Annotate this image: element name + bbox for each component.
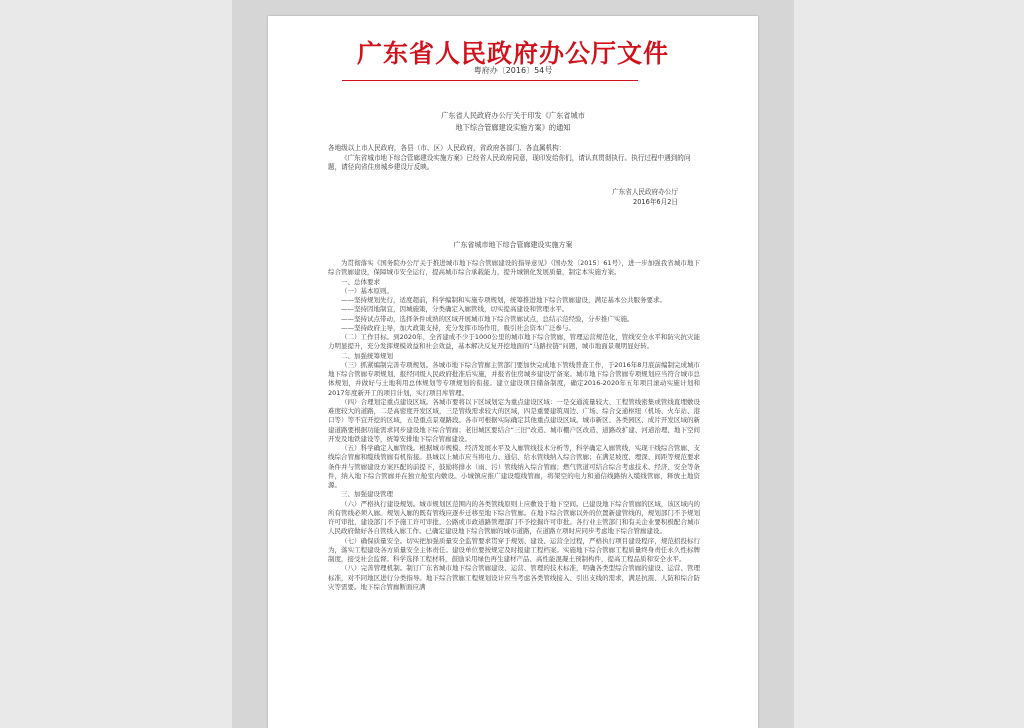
- issue-date: 2016年6月2日: [633, 197, 678, 206]
- paragraph: （二）工作目标。到2020年，全省建成不少于1000公里的城市地下综合管廊，管理运营规范化，管线安全水平和防灾抗灾能力明显提升，充分发挥规模效益和社会效益，基本解决反复开挖地面的“马路拉链”问题，城市地面景观明显好转。: [328, 333, 700, 351]
- notice-body: 《广东省城市地下综合管廊建设实施方案》已经省人民政府同意，现印发给你们，请认真贯彻执行。执行过程中遇到的问题，请径向省住房城乡建设厅反映。: [328, 153, 691, 172]
- paragraph: ——坚持因地制宜，因城施策，分类确定入廊管线，切实提高建设和管理水平。: [341, 305, 569, 314]
- paragraph: （三）抓紧编制完善专项规划。各城市地下综合管廊主管部门要加快完成地下管线普查工作，于2016年8月底前编制完成城市地下综合管廊专项规划，报经同级人民政府批准后实施，并报省住房城乡建设厅备案。城市地下综合管廊专项规划应当符合城市总体规划，并做好与土地利用总体规划等专项规划的衔接。建立建设项目储备制度，确定2016-2020年五年项目滚动实施计划和2017年度新开工的项目计划，实行项目库管理。: [328, 360, 700, 397]
- plan-title: 广东省城市地下综合管廊建设实施方案: [453, 241, 573, 249]
- notice-title: [268, 110, 758, 134]
- section-heading: 三、加强建设管理: [341, 490, 393, 499]
- paragraph: ——坚持规划先行，适度超前，科学编制和实施专项规划，统筹推进地下综合管廊建设，满足基本公共服务要求。: [341, 296, 666, 304]
- plan-body: [328, 259, 700, 592]
- notice-signature: [612, 188, 678, 207]
- header-red-rule: [342, 80, 638, 81]
- paragraph: （六）严格执行建设规划。城市规划区范围内的各类管线原则上应敷设于地下空间。已建设地下综合管廊的区域，该区域内的所有管线必须入廊。规划入廊的既有管线应逐步迁移至地下综合管廊。在地下综合管廊以外的位置新建管线的，规划部门不予规划许可审批，建设部门不予施工许可审批，公路或市政道路管理部门不予挖掘许可审批。各行业主管部门和有关企业要积极配合城市人民政府做好各自管线入廊工作。已确定建设地下综合管廊的城市道路，在道路立项时应同步考虑地下综合管廊建设。: [328, 499, 700, 536]
- section-heading: 一、总体要求: [341, 277, 380, 286]
- paragraph: ——坚持试点带动，选择条件成熟的区域开展城市地下综合管廊试点，总结示范经验，分步推广实施。: [341, 314, 634, 323]
- notice-recipients: 各地级以上市人民政府，各县（市、区）人民政府，省政府各部门、各直属机构：: [328, 144, 566, 152]
- paragraph: （四）合理划定重点建设区域。各城市要将以下区域划定为重点建设区域：一是交通流量较大、工程管线密集或管线直埋敷设难度较大的道路，二是高密度开发区域，三是管线需求较大的区域，四是重要建筑周边、广场、综合交通枢纽（机场、火车站、港口等）等不宜开挖的区域，五是重点景观路段。各市可根据实际确定其他重点建设区域。城市新区、各类园区、成片开发区域的新建道路要根据功能需求同步建设地下综合管廊；老旧城区要结合“三旧”改造、城市棚户区改造、道路改扩建、河道治理、地下空间开发及地铁建设等，统筹安排地下综合管廊建设。: [328, 397, 700, 443]
- paragraph: ——坚持政府主导，加大政策支持，充分发挥市场作用，吸引社会资本广泛参与。: [341, 323, 575, 332]
- notice-title-line1: 广东省人民政府办公厅关于印发《广东省城市: [441, 111, 585, 120]
- document-header-title: 广东省人民政府办公厅文件: [356, 39, 669, 68]
- document-number: 粤府办〔2016〕54号: [473, 66, 553, 75]
- paragraph: （一）基本原则。: [341, 286, 393, 295]
- viewer-right-margin: [794, 0, 1024, 728]
- issuer: 广东省人民政府办公厅: [612, 188, 678, 196]
- section-heading: 二、加强统筹规划: [341, 351, 393, 360]
- notice-title-line2: 地下综合管廊建设实施方案》的通知: [455, 123, 571, 132]
- paragraph: （五）科学确定入廊管线。根据城市规模、经济发展水平及入廊管线技术分析等，科学确定入廊管线，实现干线综合管廊、支线综合管廊和缆线管廊有机衔接。县城以上城市应当将电力、通信、给水管线纳入综合管廊；在满足坡度、埋深、间距等规范要求条件并与管廊建设方案匹配的前提下，鼓励将排水（雨、污）管线纳入综合管廊；燃气管道可结合综合考虑技术、经济、安全等条件，纳入地下综合管廊并在独立舱室内敷设。小城镇应推广建设缆线管廊，将架空的电力和通信线路纳入缆线管廊，释放土地资源。: [328, 444, 700, 489]
- paragraph: （八）完善管理机制。制订广东省城市地下综合管廊建设、运营、管理的技术标准，明确各类型综合管廊的建设、运营、管理标准，对不同地区进行分类指导。地下综合管廊工程规划设计应当考虑各类管线接入、引出支线的需求，满足抗震、人防和综合防灾等需要。地下综合管廊断面应满: [328, 564, 700, 591]
- document-page[interactable]: [268, 16, 758, 728]
- notice-recipients-block: [328, 144, 700, 173]
- viewer-left-margin: [0, 0, 232, 728]
- paragraph: （七）确保质量安全。切实把加强质量安全监管要求贯穿于规划、建设、运营全过程，严格执行项目建设程序，规范招投标行为，落实工程建设各方质量安全主体责任。建设单位要按规定及时报建工程档案。实施地下综合管廊工程质量终身责任永久性标牌制度，接受社会监督。科学选择工程材料，鼓励采用绿色再生建材产品、高性能混凝土预制构件，提高工程品质和安全水平。: [328, 536, 700, 563]
- paragraph: 为贯彻落实《国务院办公厅关于推进城市地下综合管廊建设的指导意见》（国办发〔2015〕61号），进一步加强我省城市地下综合管廊建设，保障城市安全运行，提高城市综合承载能力，提升城镇化发展质量，制定本实施方案。: [328, 259, 700, 277]
